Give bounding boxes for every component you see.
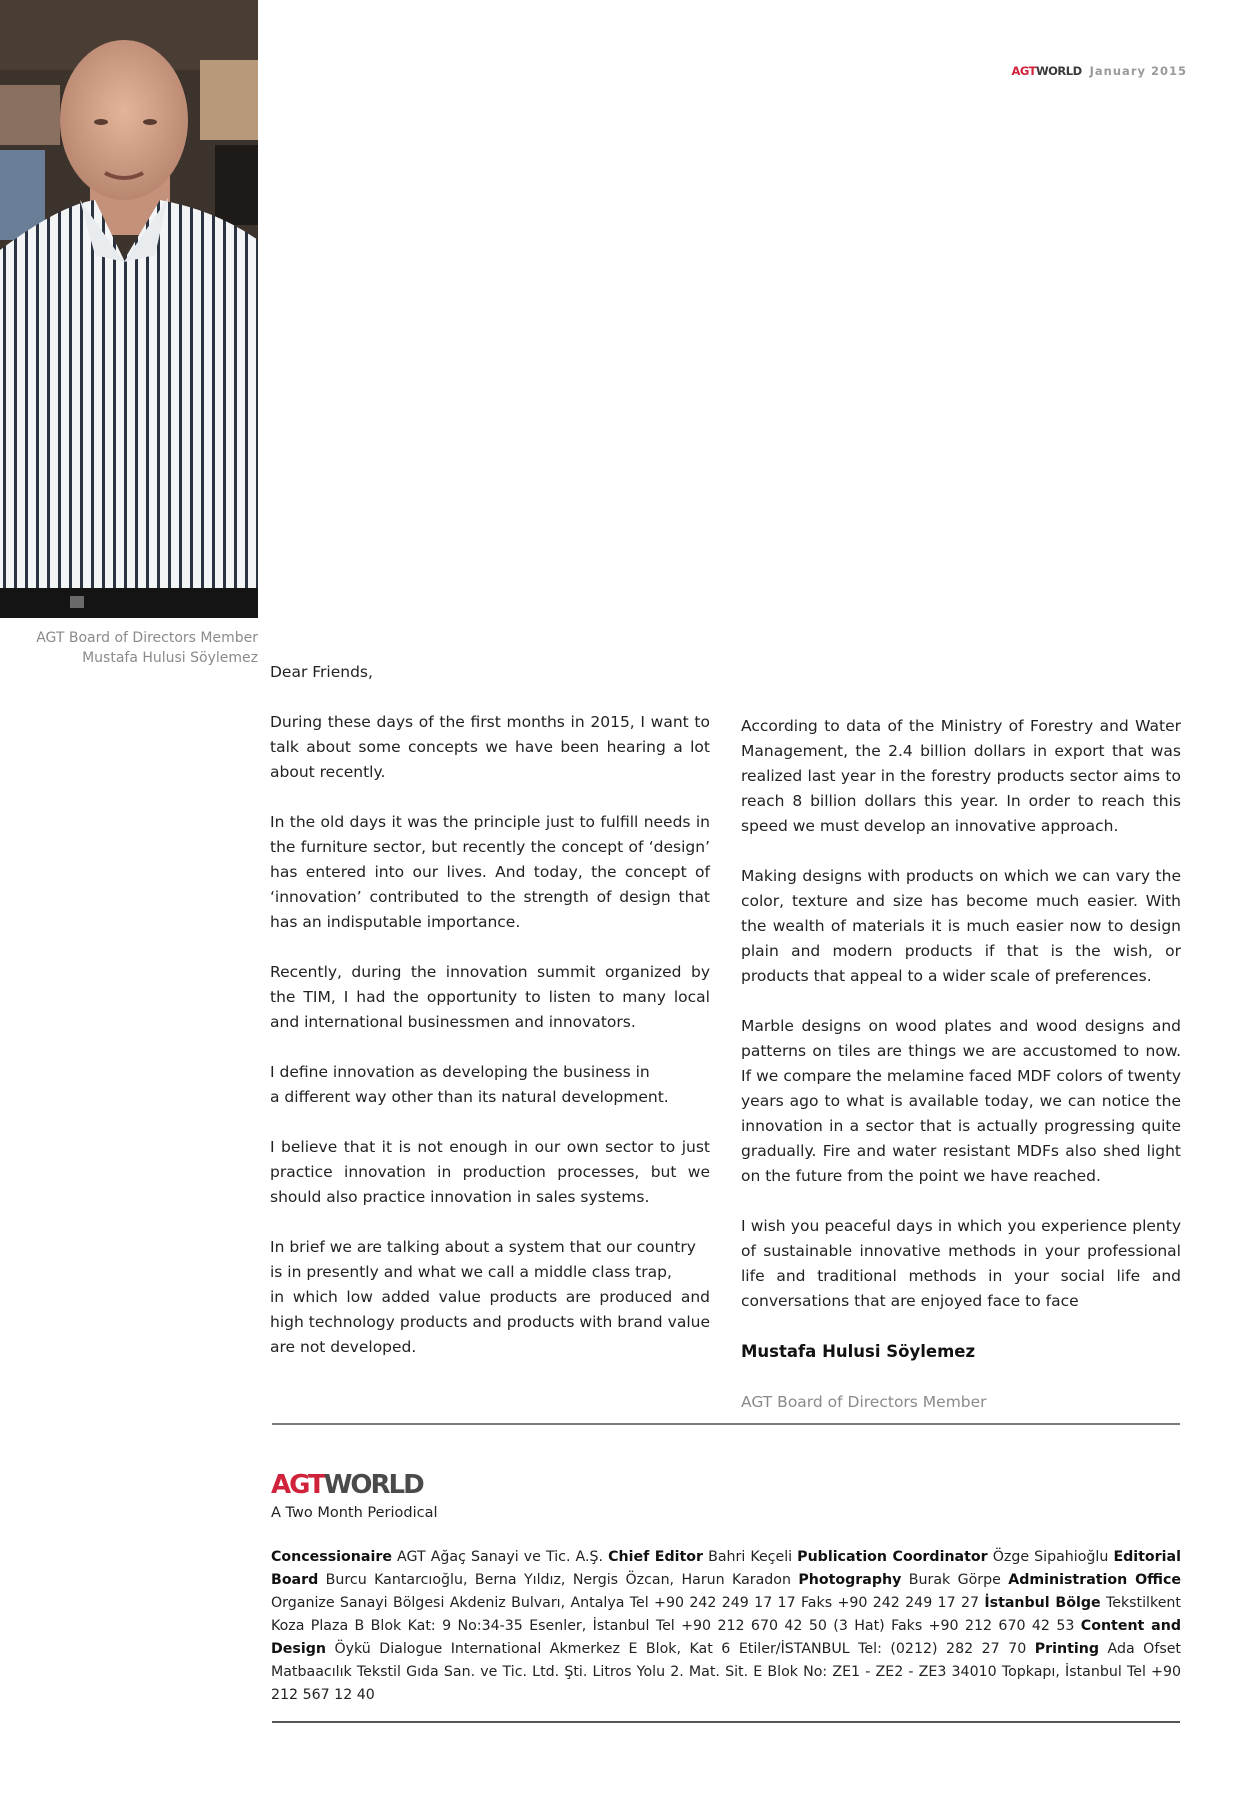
- photo-caption: [0, 628, 258, 668]
- imprint-value: AGT Ağaç Sanayi ve Tic. A.Ş.: [391, 1549, 609, 1565]
- paragraph-line: a different way other than its natural development.: [270, 1088, 669, 1106]
- paragraph: In the old days it was the principle just to fulfill needs in the furniture sector, but recently the concept of ‘design’ has entered into our lives. And today, the concept of ‘innovation’ contributed to the strength of design that has an indisputable importance.: [270, 813, 710, 931]
- footer-logo: [271, 1470, 423, 1500]
- imprint-label: Photography: [798, 1572, 902, 1588]
- imprint-label: İstanbul Bölge: [984, 1595, 1101, 1611]
- imprint-value: Ada Ofset Matbaacılık Tekstil Gıda San. ve Tic. Ltd. Şti. Litros Yolu 2. Mat. Sit. E Blok No: ZE1 - ZE2 - ZE3 34010 Topkapı, İstanbul Tel +90 212 567 12 40: [271, 1641, 1181, 1703]
- issue-date: January 2015: [1089, 64, 1187, 78]
- imprint-label: Content and Design: [271, 1618, 1181, 1657]
- paragraph: During these days of the first months in 2015, I want to talk about some concepts we have been hearing a lot about recently.: [270, 713, 710, 781]
- imprint-value: Öykü Dialogue International Akmerkez E Blok, Kat 6 Etiler/İSTANBUL Tel: (0212) 282 27 70: [325, 1641, 1035, 1657]
- footer-tagline: A Two Month Periodical: [271, 1505, 438, 1521]
- paragraph: Marble designs on wood plates and wood designs and patterns on tiles are things we are accustomed to now. If we compare the melamine faced MDF colors of twenty years ago to what is available today, we can notice the innovation in a sector that is actually progressing quite gradually. Fire and water resistant MDFs also shed light on the future from the point we have reached.: [741, 1017, 1181, 1185]
- paragraph: Making designs with products on which we can vary the color, texture and size has become much easier. With the wealth of materials it is much easier now to design plain and modern products if that is the wish, or products that appeal to a wider scale of preferences.: [741, 867, 1181, 985]
- caption-name: Mustafa Hulusi Söylemez: [82, 650, 258, 666]
- caption-title: AGT Board of Directors Member: [36, 630, 258, 646]
- footer-logo-world: WORLD: [323, 1470, 423, 1500]
- portrait-image: [0, 0, 258, 618]
- imprint-value: Tekstilkent Koza Plaza B Blok Kat: 9 No:34-35 Esenler, İstanbul Tel +90 212 670 42 50 (3 Hat) Faks +90 212 670 42 53: [271, 1595, 1181, 1634]
- imprint-value: Bahri Keçeli: [703, 1549, 798, 1565]
- signature-name: Mustafa Hulusi Söylemez: [741, 1342, 976, 1361]
- salutation: Dear Friends,: [270, 663, 373, 681]
- paragraph: I wish you peaceful days in which you experience plenty of sustainable innovative methods in your professional life and traditional methods in your social life and conversations that are enjoyed face to face: [741, 1217, 1181, 1310]
- header-brand-world: WORLD: [1035, 64, 1082, 78]
- letter-column-2: [741, 714, 1181, 1440]
- imprint-value: Burak Görpe: [901, 1572, 1009, 1588]
- paragraph: I believe that it is not enough in our own sector to just practice innovation in production processes, but we should also practice innovation in sales systems.: [270, 1138, 710, 1206]
- footer-logo-agt: AGT: [271, 1470, 324, 1500]
- paragraph-line: I define innovation as developing the business in: [270, 1063, 650, 1081]
- imprint-label: Publication Coordinator: [797, 1549, 988, 1565]
- header-brand-agt: AGT: [1011, 64, 1036, 78]
- paragraph: According to data of the Ministry of Forestry and Water Management, the 2.4 billion dollars in export that was realized last year in the forestry products sector aims to reach 8 billion dollars this year. In order to reach this speed we must develop an innovative approach.: [741, 717, 1181, 835]
- imprint-label: Administration Office: [1008, 1572, 1181, 1588]
- imprint-label: Chief Editor: [608, 1549, 704, 1565]
- imprint-label: Editorial Board: [271, 1549, 1181, 1588]
- imprint-value: Organize Sanayi Bölgesi Akdeniz Bulvarı, Antalya Tel +90 242 249 17 17 Faks +90 242 249 17 27: [271, 1595, 985, 1611]
- paragraph: Recently, during the innovation summit organized by the TIM, I had the opportunity to listen to many local and international businessmen and innovators.: [270, 963, 710, 1031]
- paragraph: in which low added value products are produced and high technology products and products with brand value are not developed.: [270, 1288, 710, 1356]
- imprint-label: Concessionaire: [271, 1549, 392, 1565]
- imprint: [271, 1546, 1181, 1707]
- imprint-value: Burcu Kantarcıoğlu, Berna Yıldız, Nergis Özcan, Harun Karadon: [318, 1572, 799, 1588]
- divider-bottom: [272, 1721, 1180, 1723]
- imprint-value: Özge Sipahioğlu: [987, 1549, 1114, 1565]
- author-photo: [0, 0, 258, 618]
- imprint-label: Printing: [1034, 1641, 1099, 1657]
- page-header: [1011, 64, 1187, 78]
- letter-column-1: [270, 660, 710, 1385]
- signature-title: AGT Board of Directors Member: [741, 1393, 987, 1411]
- divider-top: [272, 1423, 1180, 1425]
- paragraph-line: In brief we are talking about a system that our country is in presently and what we call a middle class trap,: [270, 1238, 696, 1281]
